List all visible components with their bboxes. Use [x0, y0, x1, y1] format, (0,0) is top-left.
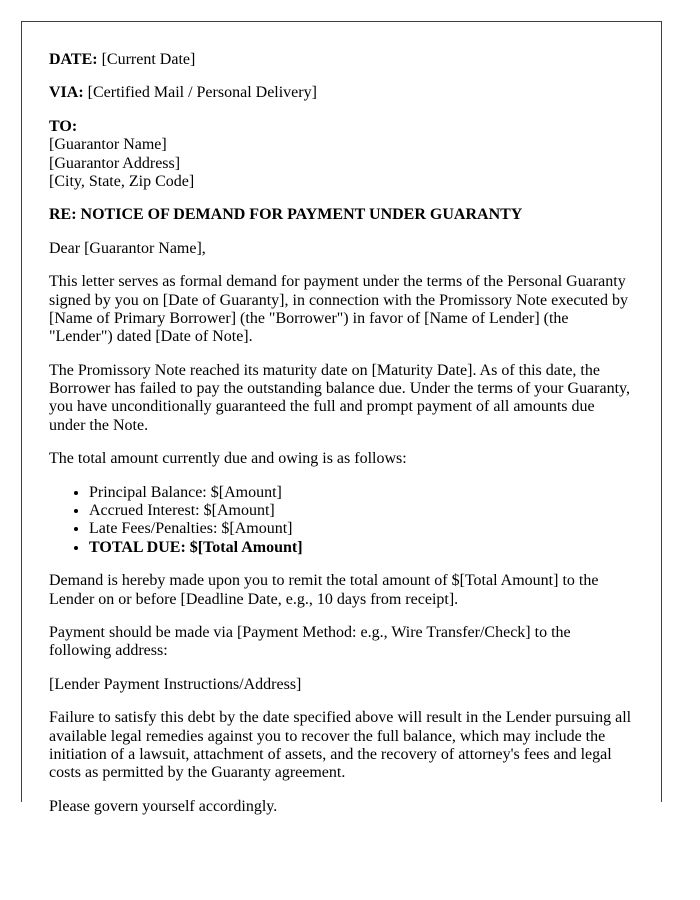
to-label: TO: — [49, 117, 78, 135]
via-label: VIA: — [49, 84, 84, 102]
paragraph-payment-instructions: [Lender Payment Instructions/Address] — [49, 675, 302, 693]
subject-line: RE: NOTICE OF DEMAND FOR PAYMENT UNDER GUARANTY — [49, 206, 523, 224]
paragraph-payment-method: Payment should be made via [Payment Method: e.g., Wire Transfer/Check] to the following address: — [49, 623, 571, 660]
list-item-principal: • Principal Balance: $[Amount] — [89, 484, 635, 502]
guarantor-city-line: [City, State, Zip Code] — [49, 172, 195, 190]
date-line — [49, 51, 635, 69]
via-line — [49, 84, 635, 102]
guarantor-address-line: [Guarantor Address] — [49, 154, 181, 172]
amounts-list — [49, 484, 635, 558]
paragraph-clipped: Please govern yourself accordingly. — [49, 797, 278, 815]
list-item-interest: • Accrued Interest: $[Amount] — [89, 502, 635, 520]
date-label: DATE: — [49, 51, 98, 68]
recipient-block — [49, 118, 635, 192]
paragraph-maturity: The Promissory Note reached its maturity date on [Maturity Date]. As of this date, the Borrower has failed to pay the outstanding balance due. Under the terms of your Guaranty, you have unconditionally guaranteed the full and prompt payment of all amounts due under the Note. — [49, 361, 630, 434]
list-item-late-fees: • Late Fees/Penalties: $[Amount] — [89, 520, 635, 538]
paragraph-amounts-lead: The total amount currently due and owing is as follows: — [49, 450, 407, 468]
via-value: [Certified Mail / Personal Delivery] — [87, 84, 317, 102]
list-item-total-due: • TOTAL DUE: $[Total Amount] — [89, 539, 635, 557]
letter-page — [21, 21, 662, 815]
salutation: Dear [Guarantor Name], — [49, 239, 206, 257]
guarantor-name-line: [Guarantor Name] — [49, 136, 167, 154]
paragraph-demand: Demand is hereby made upon you to remit the total amount of $[Total Amount] to the Lender on or before [Deadline Date, e.g., 10 days from receipt]. — [49, 572, 599, 608]
paragraph-intro: This letter serves as formal demand for payment under the terms of the Personal Guaranty signed by you on [Date of Guaranty], in connection with the Promissory Note executed by [Name of Primary Borrower] (the "Borrower") in favor of [Name of Lender] (the "Lender") dated [Date of Note]. — [49, 273, 628, 346]
date-value: [Current Date] — [101, 51, 196, 68]
paragraph-failure: Failure to satisfy this debt by the date specified above will result in the Lender pursuing all available legal remedies against you to recover the full balance, which may include the initiation of a lawsuit, attachment of assets, and the recovery of attorney's fees and legal costs as permitted by the Guaranty agreement. — [49, 709, 632, 782]
